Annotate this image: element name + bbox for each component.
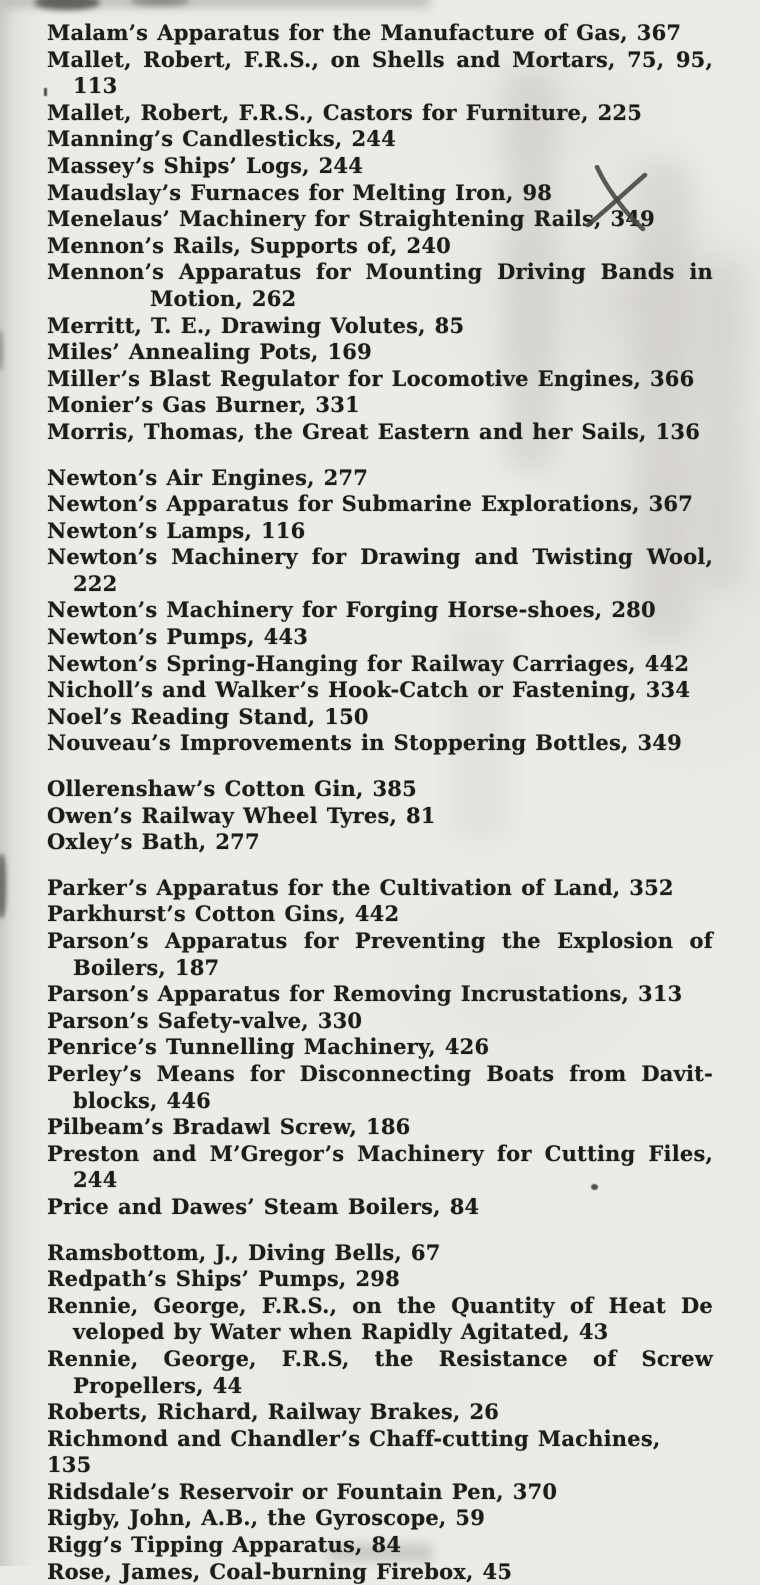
index-line: Richmond and Chandler’s Chaff-cutting Machines, 135: [47, 1425, 661, 1478]
index-line: Parkhurst’s Cotton Gins, 442: [47, 901, 400, 927]
index-line: Parson’s Apparatus for Preventing the Explosion of: [47, 928, 713, 953]
index-line: Rennie, George, F.R.S., on the Quantity of Heat De: [47, 1292, 713, 1318]
index-line: blocks, 446: [73, 1087, 211, 1113]
index-line: Parker’s Apparatus for the Cultivation of Land, 352: [47, 874, 674, 900]
index-line: Redpath’s Ships’ Pumps, 298: [47, 1266, 400, 1292]
index-line: Rennie, George, F.R.S, the Resistance of Screw: [47, 1345, 713, 1371]
index-line: Miller’s Blast Regulator for Locomotive Engines, 366: [47, 365, 695, 391]
index-line: Menelaus’ Machinery for Straightening Rails, 349: [47, 206, 655, 232]
index-section-N: [47, 465, 713, 758]
index-line: Parson’s Apparatus for Removing Incrustations, 313: [47, 981, 683, 1007]
index-line: Nouveau’s Improvements in Stoppering Bottles, 349: [47, 730, 682, 756]
index-line: Miles’ Annealing Pots, 169: [47, 339, 372, 365]
index-line: Newton’s Lamps, 116: [47, 517, 306, 543]
index-line: Oxley’s Bath, 277: [47, 829, 260, 855]
index-section-P: [47, 875, 713, 1221]
index-line: Maudslay’s Furnaces for Melting Iron, 98: [47, 179, 553, 205]
index-line: Newton’s Machinery for Forging Horse-shoes, 280: [47, 597, 656, 623]
index-line: 113: [73, 73, 118, 99]
index-line: Perley’s Means for Disconnecting Boats from Davit-: [47, 1060, 713, 1086]
index-line: Massey’s Ships’ Logs, 244: [47, 152, 364, 178]
scan-smudge: [0, 330, 3, 370]
index-line: Nicholl’s and Walker’s Hook-Catch or Fastening, 334: [47, 677, 691, 703]
index-line: Propellers, 44: [73, 1372, 243, 1398]
index-line: Motion, 262: [150, 285, 297, 311]
index-line: Rose, James, Coal-burning Firebox, 45: [47, 1558, 513, 1584]
index-section-O: [47, 776, 713, 856]
index-line: Penrice’s Tunnelling Machinery, 426: [47, 1034, 490, 1060]
index-line: Mennon’s Apparatus for Mounting Driving Bands in: [47, 259, 713, 285]
index-line: Monier’s Gas Burner, 331: [47, 392, 360, 418]
index-line: Malam’s Apparatus for the Manufacture of Gas, 367: [47, 20, 682, 45]
index-line: 222: [73, 570, 118, 596]
index-line: veloped by Water when Rapidly Agitated, 43: [73, 1319, 609, 1345]
index-line: Pilbeam’s Bradawl Screw, 186: [47, 1114, 411, 1140]
index-line: Newton’s Spring-Hanging for Railway Carriages, 442: [47, 650, 690, 676]
index-line: Morris, Thomas, the Great Eastern and her Sails, 136: [47, 418, 701, 444]
scan-smudge: [0, 0, 430, 8]
index-line: Newton’s Air Engines, 277: [47, 464, 369, 490]
index-line: Newton’s Machinery for Drawing and Twisting Wool,: [47, 544, 713, 570]
index-line: Noel’s Reading Stand, 150: [47, 703, 369, 729]
index-line: Mennon’s Rails, Supports of, 240: [47, 232, 451, 258]
scan-smudge: [130, 0, 190, 6]
index-line: Mallet, Robert, F.R.S., on Shells and Mortars, 75, 95,: [47, 46, 713, 72]
index-line: 244: [73, 1167, 118, 1193]
index-section-R: [47, 1240, 713, 1585]
index-line: Price and Dawes’ Steam Boilers, 84: [47, 1193, 480, 1219]
index-line: Roberts, Richard, Railway Brakes, 26: [47, 1399, 500, 1425]
index-line: Newton’s Pumps, 443: [47, 624, 309, 650]
index-line: Parson’s Safety-valve, 330: [47, 1007, 363, 1033]
index-line: Mallet, Robert, F.R.S., Castors for Furniture, 225: [47, 99, 643, 125]
index-line: Rigby, John, A.B., the Gyroscope, 59: [47, 1505, 486, 1531]
index-line: Manning’s Candlesticks, 244: [47, 126, 396, 152]
index-line: Ollerenshaw’s Cotton Gin, 385: [47, 776, 417, 802]
index-text-block: [47, 20, 713, 1585]
index-line: Ramsbottom, J., Diving Bells, 67: [47, 1239, 441, 1265]
index-line: Preston and M’Gregor’s Machinery for Cutting Files,: [47, 1140, 713, 1166]
index-line: Owen’s Railway Wheel Tyres, 81: [47, 802, 436, 828]
handwritten-x-mark: [583, 165, 655, 233]
scan-smudge: [34, 0, 100, 10]
index-line: Ridsdale’s Reservoir or Fountain Pen, 370: [47, 1478, 558, 1504]
index-line: Boilers, 187: [73, 954, 220, 980]
index-line: Newton’s Apparatus for Submarine Explorations, 367: [47, 491, 694, 517]
index-line: Merritt, T. E., Drawing Volutes, 85: [47, 312, 465, 338]
index-line: Rigg’s Tipping Apparatus, 84: [47, 1532, 402, 1558]
scan-smudge: [0, 854, 6, 918]
